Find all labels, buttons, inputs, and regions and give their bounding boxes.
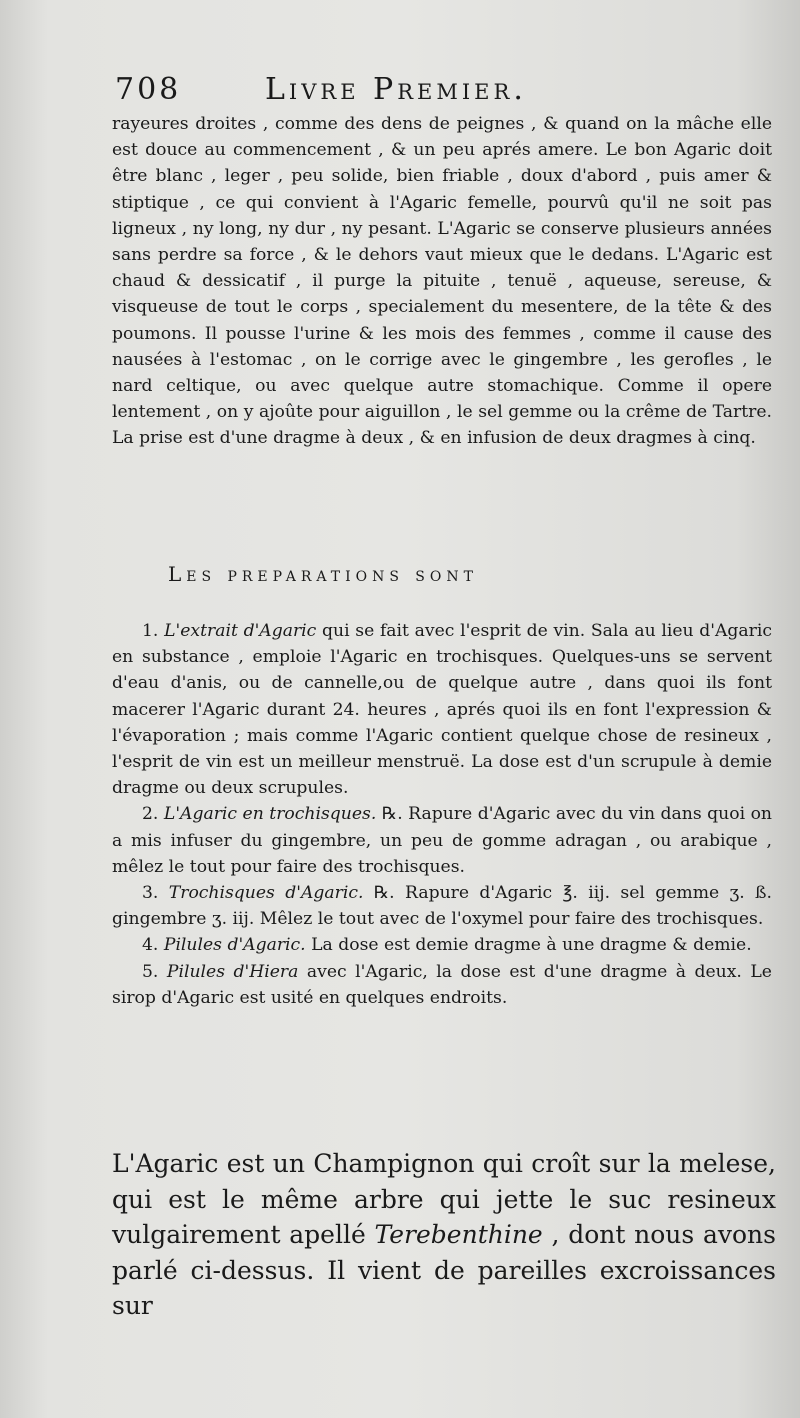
preparation-item-2 bbox=[112, 801, 772, 880]
item-text: avec l'Agaric, la dose est d'une dragme à deux. Le sirop d'Agaric est usité en quelques endroits. bbox=[112, 961, 772, 1008]
item-text: ℞. Rapure d'Agaric avec du vin dans quoi on a mis infuser du gingembre, un peu de gomme adragan , ou arabique , mêlez le tout pour faire des trochisques. bbox=[112, 804, 772, 877]
book-title: Livre Premier. bbox=[265, 72, 527, 107]
item-title: Pilules d'Agaric. bbox=[163, 935, 306, 956]
running-head bbox=[115, 72, 775, 112]
section-heading: Les preparations sont bbox=[168, 562, 478, 586]
item-title: L'Agaric en trochisques. bbox=[163, 804, 377, 825]
item-text: qui se fait avec l'esprit de vin. Sala au lieu d'Agaric en substance , emploie l'Agaric en trochisques. Quelques-uns se servent d'eau d'anis, ou de cannelle,ou de quelque autre , dans quoi ils font macerer l'Agaric durant 24. heures , aprés quoi ils en font l'expression & l'évaporation ; mais comme l'Agaric contient quelque chose de resineux , l'esprit de vin est un meilleur menstruë. La dose est d'un scrupule à demie dragme ou deux scrupules. bbox=[112, 621, 773, 799]
preparation-item-3 bbox=[112, 880, 772, 932]
item-number: 4. bbox=[142, 935, 159, 956]
item-text: La dose est demie dragme à une dragme & demie. bbox=[305, 935, 752, 956]
preparation-item-1 bbox=[112, 618, 772, 801]
bottom-text-italic: Terebenthine bbox=[374, 1220, 543, 1249]
page-number: 708 bbox=[115, 72, 182, 107]
top-paragraph bbox=[112, 111, 772, 452]
bottom-text-end: , dont nous avons parlé ci-dessus. Il vient de pareilles excroissances sur bbox=[112, 1220, 776, 1320]
item-number: 2. bbox=[142, 804, 159, 825]
item-number: 1. bbox=[142, 621, 159, 641]
item-text: ℞. Rapure d'Agaric ℥. iij. sel gemme ʒ. ß. gingembre ʒ. iij. Mêlez le tout avec de l'oxymel pour faire des trochisques. bbox=[112, 883, 772, 930]
item-number: 3. bbox=[142, 883, 159, 904]
preparation-item-4 bbox=[112, 932, 772, 958]
top-paragraph-text: rayeures droites , comme des dens de peignes , & quand on la mâche elle est douce au commencement , & un peu aprés amere. Le bon Agaric doit être blanc , leger , peu solide, bien friable , doux d'abord , puis amer & stiptique , ce qui convient à l'Agaric femelle, pourvû qu'il ne soit pas ligneux , ny long, ny dur , ny pesant. L'Agaric se conserve plusieurs années sans perdre sa force , & le dehors vaut mieux que le dedans. L'Agaric est chaud & dessicatif , il purge la pituite , tenuë , aqueuse, sereuse, & visqueuse de tout le corps , specialement du mesentere, de la tête & des poumons. Il pousse l'urine & les mois des femmes , comme il cause des nausées à l'estomac , on le corrige avec le gingembre , les gerofles , le nard celtique, ou avec quelque autre stomachique. Comme il opere lentement , on y ajoûte pour aiguillon , le sel gemme ou la crême de Tartre. La prise est d'une dragme à deux , & en infusion de deux dragmes à cinq. bbox=[112, 114, 772, 449]
preparation-item-5 bbox=[112, 959, 772, 1011]
item-title: Trochisques d'Agaric. bbox=[168, 883, 364, 904]
preparations-list bbox=[112, 618, 772, 1011]
item-number: 5. bbox=[142, 961, 159, 982]
item-title: L'extrait d'Agaric bbox=[164, 621, 317, 641]
bottom-paragraph bbox=[112, 1146, 776, 1324]
bottom-text-start: L'Agaric est un Champignon qui croît sur la melese, qui est le même arbre qui jette le suc resineux vulgairement apellé bbox=[112, 1149, 776, 1249]
item-title: Pilules d'Hiera bbox=[166, 961, 299, 982]
